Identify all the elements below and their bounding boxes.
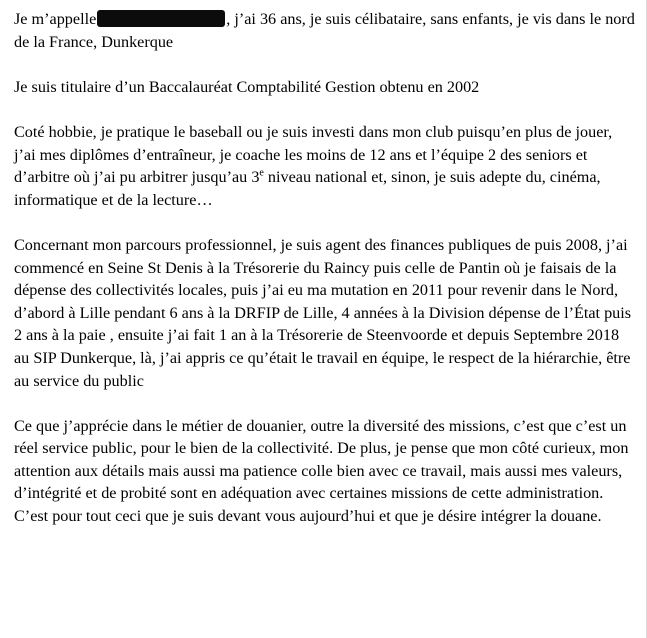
- hobbies-text-continued: niveau national et, sinon, je suis adepte du, cinéma, informatique et de la lecture…: [14, 168, 601, 209]
- document-body: [14, 8, 636, 528]
- paragraph-hobbies: [14, 121, 636, 211]
- ordinal-superscript: e: [259, 167, 264, 179]
- hobbies-text: Coté hobbie, je pratique le baseball ou je suis investi dans mon club puisqu’en plus de jouer, j’ai mes diplômes d’entraîneur, je coache les moins de 12 ans et l’équipe 2 des seniors et d’arbitre où j’ai pu arbitrer jusqu’au 3: [14, 122, 613, 187]
- paragraph-introduction: [14, 8, 636, 53]
- paragraph-career: Concernant mon parcours professionnel, je suis agent des finances publiques de puis 2008, j’ai commencé en Seine St Denis à la Trésorerie du Raincy puis celle de Pantin où je faisais de la dépense des collectivités locales, puis j’ai eu ma mutation en 2011 pour revenir dans le Nord, d’abord à Lille pendant 6 ans à la DRFIP de Lille, 4 années à la Division dépense de l’État puis 2 ans à la paie , ensuite j’ai fait 1 an à la Trésorerie de Steenvoorde et depuis Septembre 2018 au SIP Dunkerque, là, j’ai appris ce qu’était le travail en équipe, le respect de la hiérarchie, être au service du public: [14, 235, 632, 390]
- redacted-name: [97, 10, 225, 27]
- intro-text-start: Je m’appelle: [14, 10, 97, 28]
- paragraph-diploma: Je suis titulaire d’un Baccalauréat Comptabilité Gestion obtenu en 2002: [14, 77, 480, 96]
- paragraph-motivation: Ce que j’apprécie dans le métier de douanier, outre la diversité des missions, c’est que c’est un réel service public, pour le bien de la collectivité. De plus, je pense que mon côté curieux, mon attention aux détails mais aussi ma patience colle bien avec ce travail, mais aussi mes valeurs, d’intégrité et de probité sont en adéquation avec certaines missions de cette administration. C’est pour tout ceci que je suis devant vous aujourd’hui et que je désire intégrer la douane.: [14, 416, 629, 526]
- intro-text-end: , j’ai 36 ans, je suis célibataire, sans enfants, je vis dans le nord de la France, Dunkerque: [14, 10, 635, 51]
